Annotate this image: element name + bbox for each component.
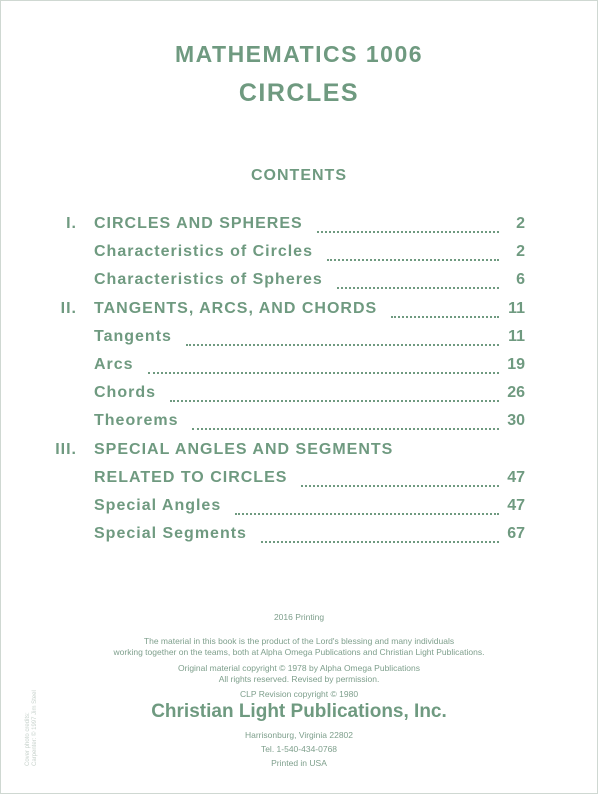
toc-row [1,412,597,436]
toc-entry-label: Characteristics of Circles [94,243,313,261]
toc-row [1,356,597,380]
toc-page-number: 19 [507,356,525,373]
printed-in: Printed in USA [271,758,327,768]
toc-row [1,328,597,352]
toc-row [1,243,597,267]
toc-section-number: III. [55,440,77,458]
copyright-line-1: Original material copyright © 1978 by Alpha Omega Publications [177,663,421,673]
toc-page-number: 11 [508,327,525,345]
side-credit-line-1: Cover photo credits: [25,712,31,766]
toc-entry-label: Theorems [94,412,179,430]
cover-photo-credit [25,690,39,766]
side-credit-line-2: Carpenter: © 1997 Jim Steel [32,690,38,766]
toc-leader-dots [192,410,499,430]
toc-page-number: 47 [507,468,525,486]
toc-row [1,384,597,408]
toc-leader-dots [327,241,499,261]
toc-page-number: 2 [516,243,525,261]
toc-page-number: 11 [508,299,525,317]
toc-leader-dots [186,326,499,346]
toc-page-number: 30 [507,412,525,430]
toc-leader-dots [391,298,499,318]
toc-row [1,300,597,324]
toc-entry-label: TANGENTS, ARCS, AND CHORDS [94,299,378,317]
title-line-2: CIRCLES [238,79,360,107]
toc-entry-label: Arcs [94,356,134,373]
toc-leader-dots [148,354,499,374]
publisher-name: Christian Light Publications, Inc. [151,701,447,722]
toc-row [1,497,597,521]
toc-row [1,215,597,239]
toc-leader-dots [337,269,499,289]
toc-page-number: 2 [516,215,525,232]
blessing-line-2: working together on the teams, both at Alpha Omega Publications and Christian Light Publications. [113,647,485,657]
publisher-address: Harrisonburg, Virginia 22802 [244,730,354,740]
toc-entry-label: Tangents [94,327,172,345]
revision-note: CLP Revision copyright © 1980 [239,689,359,699]
publisher-phone: Tel. 1-540-434-0768 [260,744,338,754]
toc-row [1,525,597,549]
toc-page-number: 6 [516,271,525,289]
title-line-1: MATHEMATICS 1006 [174,41,424,67]
toc-entry-label: Special Angles [94,497,222,514]
toc-leader-dots [261,523,499,543]
toc-row [1,441,597,465]
toc-page-number: 67 [507,525,525,543]
copyright-line-2: All rights reserved. Revised by permission. [218,674,380,684]
toc-entry-label: RELATED TO CIRCLES [94,468,288,486]
toc-section-number: I. [66,215,77,232]
toc-row [1,271,597,295]
contents-heading: CONTENTS [251,167,347,184]
toc-entry-label: SPECIAL ANGLES AND SEGMENTS [94,440,394,458]
toc-page-number: 26 [507,384,525,402]
toc-entry-label: CIRCLES AND SPHERES [94,215,303,232]
toc-section-number: II. [60,299,77,317]
toc-entry-label: Special Segments [94,525,247,543]
toc-entry-label: Characteristics of Spheres [94,271,323,289]
toc-row [1,469,597,493]
printing-note: 2016 Printing [273,612,325,622]
toc-leader-dots [301,467,499,487]
toc-leader-dots [317,213,499,233]
toc-entry-label: Chords [94,384,156,402]
toc-page-number: 47 [507,497,525,514]
toc-leader-dots [170,382,499,402]
blessing-line-1: The material in this book is the product of the Lord's blessing and many individuals [143,636,455,646]
toc-leader-dots [235,495,499,515]
